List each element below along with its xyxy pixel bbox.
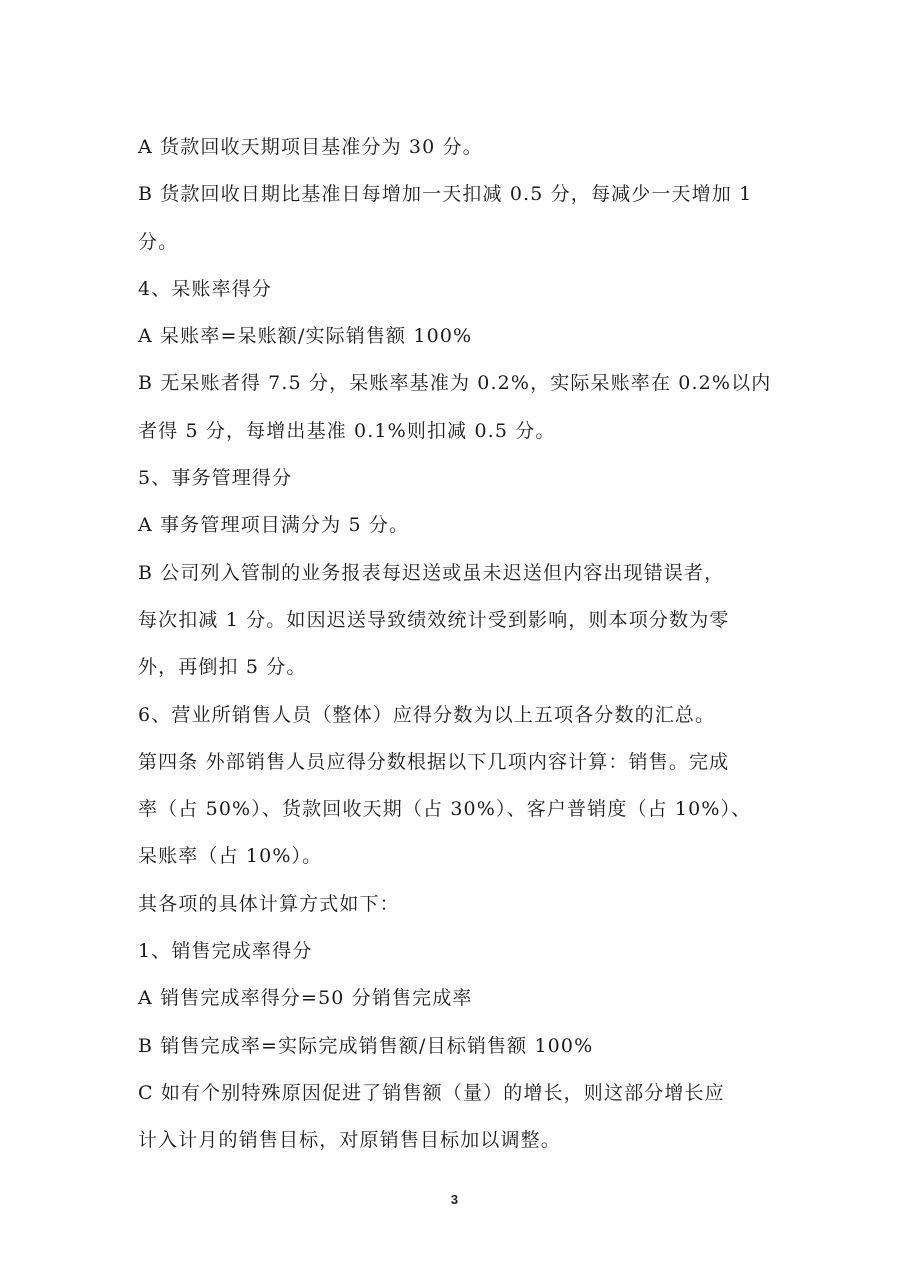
text-line: A 呆账率=呆账额/实际销售额 100%	[138, 325, 473, 348]
text-line: A 事务管理项目满分为 5 分。	[138, 514, 410, 537]
text-line: A 销售完成率得分=50 分销售完成率	[138, 987, 473, 1010]
text-line: C 如有个别特殊原因促进了销售额（量）的增长，则这部分增长应	[138, 1081, 725, 1104]
text-line: B 无呆账者得 7.5 分，呆账率基准为 0.2%，实际呆账率在 0.2%以内	[138, 372, 772, 395]
document-body	[138, 124, 778, 1165]
section-heading: 5、事务管理得分	[138, 467, 293, 490]
text-line: B 销售完成率=实际完成销售额/目标销售额 100%	[138, 1034, 594, 1057]
text-line: 分。	[138, 230, 179, 253]
text-line: 计入计月的销售目标，对原销售目标加以调整。	[138, 1129, 561, 1152]
section-heading: 1、销售完成率得分	[138, 940, 313, 963]
article-heading: 第四条 外部销售人员应得分数根据以下几项内容计算：销售。完成	[138, 750, 730, 773]
section-heading: 4、呆账率得分	[138, 277, 273, 300]
text-line: A 货款回收天期项目基准分为 30 分。	[138, 136, 483, 158]
text-line: B 公司列入管制的业务报表每迟送或虽未迟送但内容出现错误者，	[138, 561, 725, 584]
text-line: 每次扣减 1 分。如因迟送导致绩效统计受到影响，则本项分数为零	[138, 608, 730, 631]
text-line: B 货款回收日期比基准日每增加一天扣减 0.5 分，每减少一天增加 1	[138, 183, 753, 206]
section-heading: 6、营业所销售人员（整体）应得分数为以上五项各分数的汇总。	[138, 703, 716, 726]
text-line: 其各项的具体计算方式如下：	[138, 892, 400, 915]
text-line: 呆账率（占 10%）。	[138, 845, 323, 868]
text-line: 率（占 50%）、货款回收天期（占 30%）、客户普销度（占 10%）、	[138, 798, 752, 821]
page-number: 3	[450, 1192, 459, 1207]
text-line: 者得 5 分，每增出基准 0.1%则扣减 0.5 分。	[138, 419, 556, 442]
text-line: 外，再倒扣 5 分。	[138, 656, 307, 679]
